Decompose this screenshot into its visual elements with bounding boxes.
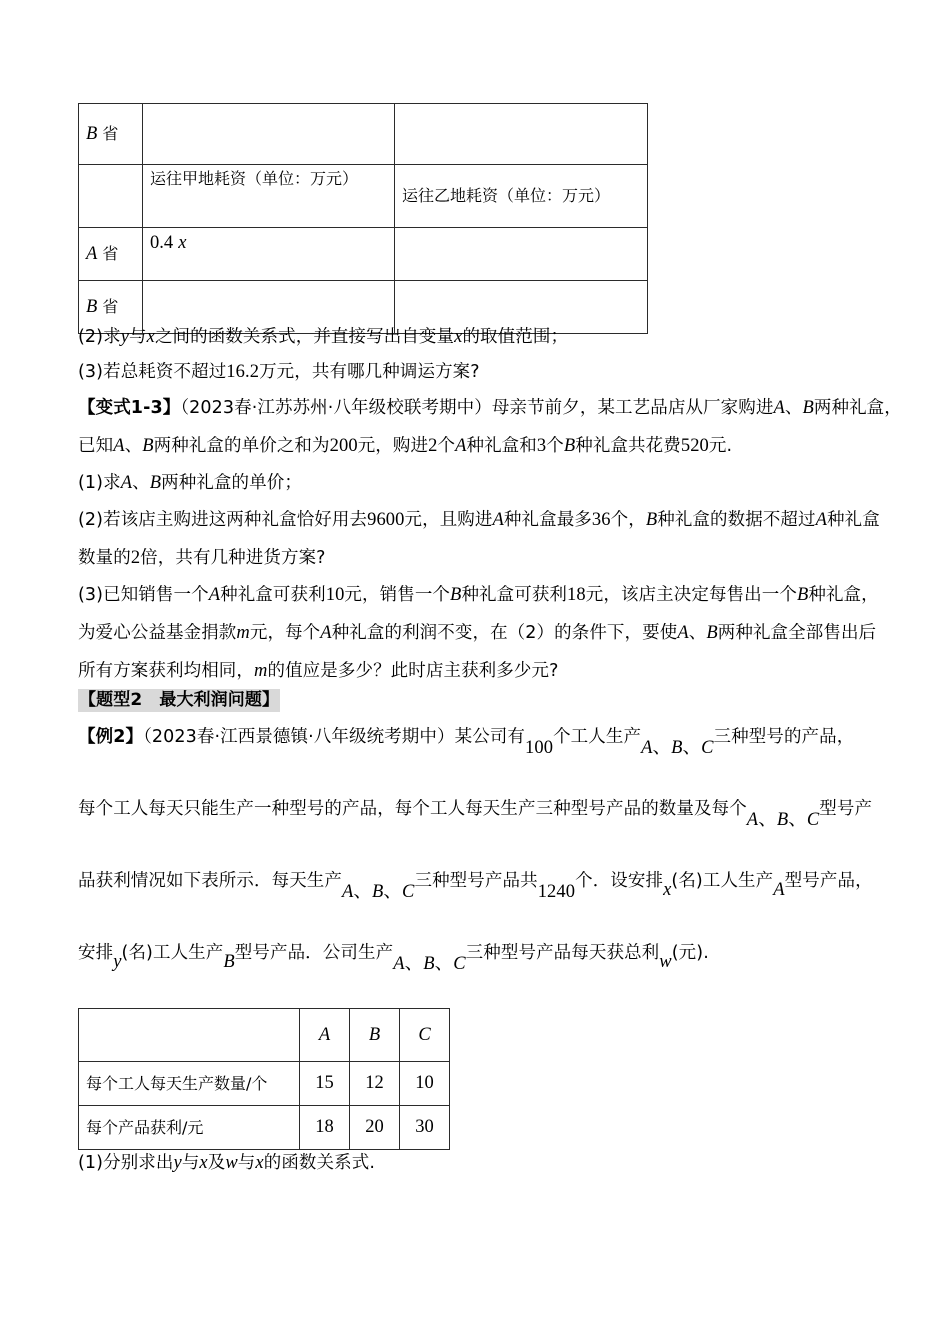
num-10: 10 bbox=[325, 585, 345, 605]
column-header-B bbox=[350, 1009, 400, 1062]
var-A: A bbox=[773, 880, 785, 900]
math-run-ABC bbox=[641, 739, 713, 758]
variant-source: （2023春·江苏苏州·八年级校联考期中） bbox=[180, 398, 492, 418]
cell-empty bbox=[395, 281, 648, 334]
end: 元. bbox=[708, 436, 733, 456]
example-2-line-1 bbox=[78, 727, 855, 758]
var-B: B bbox=[776, 810, 789, 830]
sep: 、 bbox=[434, 954, 454, 974]
var-C: C bbox=[806, 810, 820, 830]
sep: 、 bbox=[784, 398, 803, 418]
q3-lead: (3)若总耗资不超过 bbox=[78, 362, 227, 382]
sep: 、 bbox=[383, 882, 403, 902]
section-heading-highlight bbox=[78, 689, 280, 712]
cell-empty bbox=[143, 104, 395, 165]
table-row bbox=[79, 228, 648, 281]
var-x: x bbox=[454, 327, 463, 347]
variant-tag: 【变式1-3】 bbox=[78, 398, 181, 418]
num-9600: 9600 bbox=[367, 510, 405, 530]
row-label-cell bbox=[79, 104, 143, 165]
mid4: 种礼盒和 bbox=[466, 436, 537, 456]
var-B: B bbox=[450, 585, 462, 605]
heading-label: 题型 bbox=[96, 690, 131, 710]
cell-empty bbox=[143, 281, 395, 334]
table-transport bbox=[78, 103, 648, 334]
header-cost-yi: 运往乙地耗资（单位：万元） bbox=[395, 165, 648, 228]
cell-value bbox=[400, 1106, 450, 1150]
example-2-line-4 bbox=[78, 943, 709, 974]
row-label-cell bbox=[79, 281, 143, 334]
sep: 、 bbox=[682, 738, 702, 758]
lead: 所有方案获利均相同， bbox=[78, 661, 254, 681]
lead: (3)已知销售一个 bbox=[78, 585, 209, 605]
var-A: A bbox=[641, 738, 653, 758]
cell-value bbox=[300, 1062, 350, 1106]
var-B: B bbox=[802, 398, 814, 418]
sep: 、 bbox=[353, 882, 373, 902]
mid1: 种礼盒可获利 bbox=[220, 585, 326, 605]
mid2: 种礼盒的利润不变，在（2）的条件下，要使 bbox=[331, 623, 678, 643]
num-18: 18 bbox=[567, 585, 586, 605]
math-run-ABC bbox=[747, 811, 819, 830]
lead: 品获利情况如下表所示．每天生产 bbox=[78, 871, 342, 891]
lead: 安排 bbox=[78, 943, 114, 963]
tail: (元). bbox=[671, 943, 709, 963]
corner-cell bbox=[79, 1009, 300, 1062]
sep: 、 bbox=[132, 473, 150, 493]
bracket-close: 】 bbox=[261, 690, 280, 710]
value: 10 bbox=[415, 1073, 434, 1094]
var-w: w bbox=[225, 1153, 238, 1173]
row-label-cell-empty bbox=[79, 165, 143, 228]
example-source: （2023春·江西景德镇·八年级统考期中） bbox=[143, 727, 455, 747]
sep: 、 bbox=[124, 436, 143, 456]
question-3-line bbox=[78, 363, 480, 382]
province-word: 省 bbox=[102, 296, 119, 316]
mid3: 个， bbox=[610, 510, 646, 530]
var-B: B bbox=[142, 436, 154, 456]
var-C: C bbox=[402, 882, 415, 902]
var-B: B bbox=[671, 738, 683, 758]
var-C: C bbox=[701, 738, 714, 758]
mid1: 三种型号产品共 bbox=[414, 871, 538, 891]
mid3: 三种型号产品每天获总利 bbox=[465, 943, 660, 963]
sep: 、 bbox=[688, 623, 707, 643]
mid2: 及 bbox=[207, 1153, 226, 1173]
tail: 倍，共有几种进货方案? bbox=[140, 548, 326, 568]
body: 某公司有 bbox=[454, 727, 525, 747]
value: 20 bbox=[365, 1117, 384, 1138]
lead: 数量的 bbox=[78, 548, 131, 568]
cell-empty bbox=[395, 228, 648, 281]
table-row bbox=[79, 1106, 450, 1150]
num-100: 100 bbox=[525, 738, 554, 758]
mid3: 种礼盒可获利 bbox=[461, 585, 568, 605]
col-B-label: B bbox=[368, 1024, 381, 1045]
variant-tail: 两种礼盒， bbox=[813, 398, 902, 418]
tail: 的函数关系式. bbox=[263, 1153, 375, 1173]
variant-1-3-line-1 bbox=[78, 399, 902, 418]
example-2-line-2 bbox=[78, 799, 873, 830]
cell-value bbox=[400, 1062, 450, 1106]
var-A: A bbox=[393, 954, 405, 974]
value-number: 0.4 bbox=[150, 233, 174, 253]
var-m: m bbox=[236, 623, 250, 643]
value-variable: x bbox=[178, 233, 187, 253]
var-C: C bbox=[453, 954, 466, 974]
province-word: 省 bbox=[102, 243, 119, 263]
row-label-cell bbox=[79, 228, 143, 281]
heading-title: 最大利润问题 bbox=[159, 690, 262, 710]
tail: 种礼盒， bbox=[808, 585, 879, 605]
lead: (1)分别求出 bbox=[78, 1153, 174, 1173]
sep: 、 bbox=[652, 738, 672, 758]
num-520: 520 bbox=[680, 436, 709, 456]
table-row bbox=[79, 165, 648, 228]
var-B: B bbox=[796, 585, 809, 605]
var-w: w bbox=[659, 952, 672, 972]
lead: (2)若该店主购进这两种礼盒恰好用去 bbox=[78, 510, 368, 530]
tail: 种礼盒共花费 bbox=[575, 436, 681, 456]
q2-tail: 的取值范围； bbox=[462, 327, 569, 347]
table-row bbox=[79, 104, 648, 165]
tail: 型号产 bbox=[819, 799, 873, 819]
cell-value bbox=[350, 1062, 400, 1106]
var-B: B bbox=[149, 473, 162, 493]
mid4: 种礼盒的数据不超过 bbox=[657, 510, 816, 530]
var-A: A bbox=[120, 473, 133, 493]
var-y: y bbox=[113, 952, 122, 972]
mid2: 元，购进 bbox=[357, 436, 429, 456]
var-A: A bbox=[455, 436, 467, 456]
province-letter: B bbox=[86, 296, 98, 317]
value: 30 bbox=[415, 1117, 434, 1138]
col-C-label: C bbox=[418, 1024, 431, 1045]
mid2: 个．设安排 bbox=[575, 871, 664, 891]
column-header-A bbox=[300, 1009, 350, 1062]
province-letter: A bbox=[86, 243, 98, 264]
tail: 的值应是多少？此时店主获利多少元? bbox=[267, 661, 559, 681]
mid3: 个 bbox=[437, 436, 456, 456]
var-A: A bbox=[492, 510, 504, 530]
lead: (1)求 bbox=[78, 473, 121, 493]
cell-empty bbox=[395, 104, 648, 165]
example-2-line-3 bbox=[78, 871, 873, 902]
var-y: y bbox=[173, 1153, 182, 1173]
q2-mid1: 与 bbox=[129, 327, 147, 347]
header-cost-jia: 运往甲地耗资（单位：万元） bbox=[143, 165, 395, 228]
sep: 、 bbox=[758, 810, 777, 830]
example-2-q1 bbox=[78, 1154, 375, 1173]
variant-1-3-q2-line1 bbox=[78, 511, 880, 530]
variant-body: 母亲节前夕，某工艺品店从厂家购进 bbox=[491, 398, 774, 418]
mid3: (名)工人生产 bbox=[671, 871, 774, 891]
num-2: 2 bbox=[130, 548, 141, 568]
body: 每个工人每天只能生产一种型号的产品，每个工人每天生产三种型号产品的数量及每个 bbox=[78, 799, 747, 819]
lead: 已知 bbox=[78, 436, 114, 456]
mid2: 种礼盒最多 bbox=[503, 510, 592, 530]
col-A-label: A bbox=[318, 1024, 331, 1045]
var-A: A bbox=[342, 882, 354, 902]
variant-1-3-line-2 bbox=[78, 437, 732, 456]
num-200: 200 bbox=[329, 436, 358, 456]
table-row bbox=[79, 1062, 450, 1106]
lead: 为爱心公益基金捐款 bbox=[78, 623, 237, 643]
sep: 、 bbox=[788, 810, 807, 830]
heading-gap bbox=[142, 690, 159, 710]
var-B: B bbox=[423, 954, 435, 974]
var-x: x bbox=[146, 327, 155, 347]
question-2-line bbox=[78, 328, 568, 347]
var-x: x bbox=[255, 1153, 264, 1173]
var-m: m bbox=[254, 661, 268, 681]
bracket-open: 【 bbox=[79, 690, 97, 710]
mid: 两种礼盒的单价之和为 bbox=[153, 436, 330, 456]
variant-1-3-q1 bbox=[78, 474, 302, 493]
var-B: B bbox=[223, 952, 235, 972]
var-A: A bbox=[746, 810, 759, 830]
province-letter: B bbox=[86, 123, 98, 144]
var-B: B bbox=[645, 510, 658, 530]
sep: 、 bbox=[404, 954, 424, 974]
var-B: B bbox=[563, 436, 576, 456]
mid1: (名)工人生产 bbox=[121, 943, 224, 963]
num-1240: 1240 bbox=[537, 882, 576, 902]
var-A: A bbox=[320, 623, 332, 643]
var-A: A bbox=[677, 623, 689, 643]
row-label-production: 每个工人每天生产数量/个 bbox=[79, 1062, 300, 1106]
tail: 种礼盒 bbox=[827, 510, 880, 530]
value: 12 bbox=[365, 1073, 384, 1094]
column-header-C bbox=[400, 1009, 450, 1062]
var-B: B bbox=[372, 882, 384, 902]
num-16.2: 16.2 bbox=[226, 362, 260, 382]
tail: 三种型号的产品， bbox=[713, 727, 855, 747]
var-A: A bbox=[113, 436, 125, 456]
row-label-profit: 每个产品获利/元 bbox=[79, 1106, 300, 1150]
table-row bbox=[79, 281, 648, 334]
province-word: 省 bbox=[102, 123, 119, 143]
mid1: 元，且购进 bbox=[404, 510, 493, 530]
tail: 两种礼盒的单价； bbox=[161, 473, 302, 493]
variant-1-3-q3-line1 bbox=[78, 586, 879, 605]
mid1: 元，每个 bbox=[249, 623, 321, 643]
num-3: 3 bbox=[536, 436, 547, 456]
section-heading bbox=[78, 692, 280, 709]
cell-value bbox=[300, 1106, 350, 1150]
variant-1-3-q2-line2 bbox=[78, 549, 326, 568]
mid1: 与 bbox=[181, 1153, 200, 1173]
q2-mid2: 之间的函数关系式，并直接写出自变量 bbox=[154, 327, 455, 347]
mid5: 个 bbox=[546, 436, 564, 456]
mid3: 与 bbox=[237, 1153, 256, 1173]
mid: 个工人生产 bbox=[553, 727, 642, 747]
value: 15 bbox=[315, 1073, 334, 1094]
variant-1-3-q3-line2 bbox=[78, 624, 876, 643]
cell-value-0.4x bbox=[143, 228, 395, 281]
num-36: 36 bbox=[591, 510, 611, 530]
value: 18 bbox=[315, 1117, 334, 1138]
math-run-ABC bbox=[393, 955, 465, 974]
math-run-ABC bbox=[342, 883, 414, 902]
mid4: 元，该店主决定每售出一个 bbox=[585, 585, 797, 605]
tail: 型号产品， bbox=[784, 871, 873, 891]
var-B: B bbox=[706, 623, 718, 643]
example-tag: 【例2】 bbox=[78, 727, 144, 747]
tail: 两种礼盒全部售出后 bbox=[717, 623, 877, 643]
num-2: 2 bbox=[428, 436, 438, 456]
variant-1-3-q3-line3 bbox=[78, 662, 558, 681]
q3-tail: 万元，共有哪几种调运方案? bbox=[259, 362, 480, 382]
mid2: 元，销售一个 bbox=[344, 585, 451, 605]
mid2: 型号产品．公司生产 bbox=[234, 943, 394, 963]
var-A: A bbox=[208, 585, 221, 605]
var-y: y bbox=[120, 327, 130, 347]
cell-value bbox=[350, 1106, 400, 1150]
var-A: A bbox=[815, 510, 828, 530]
q2-lead: (2)求 bbox=[78, 327, 121, 347]
heading-number: 2 bbox=[130, 690, 143, 710]
var-x: x bbox=[199, 1153, 208, 1173]
var-x: x bbox=[663, 880, 672, 900]
var-A: A bbox=[773, 398, 785, 418]
table-products bbox=[78, 1008, 450, 1150]
table-header-row bbox=[79, 1009, 450, 1062]
